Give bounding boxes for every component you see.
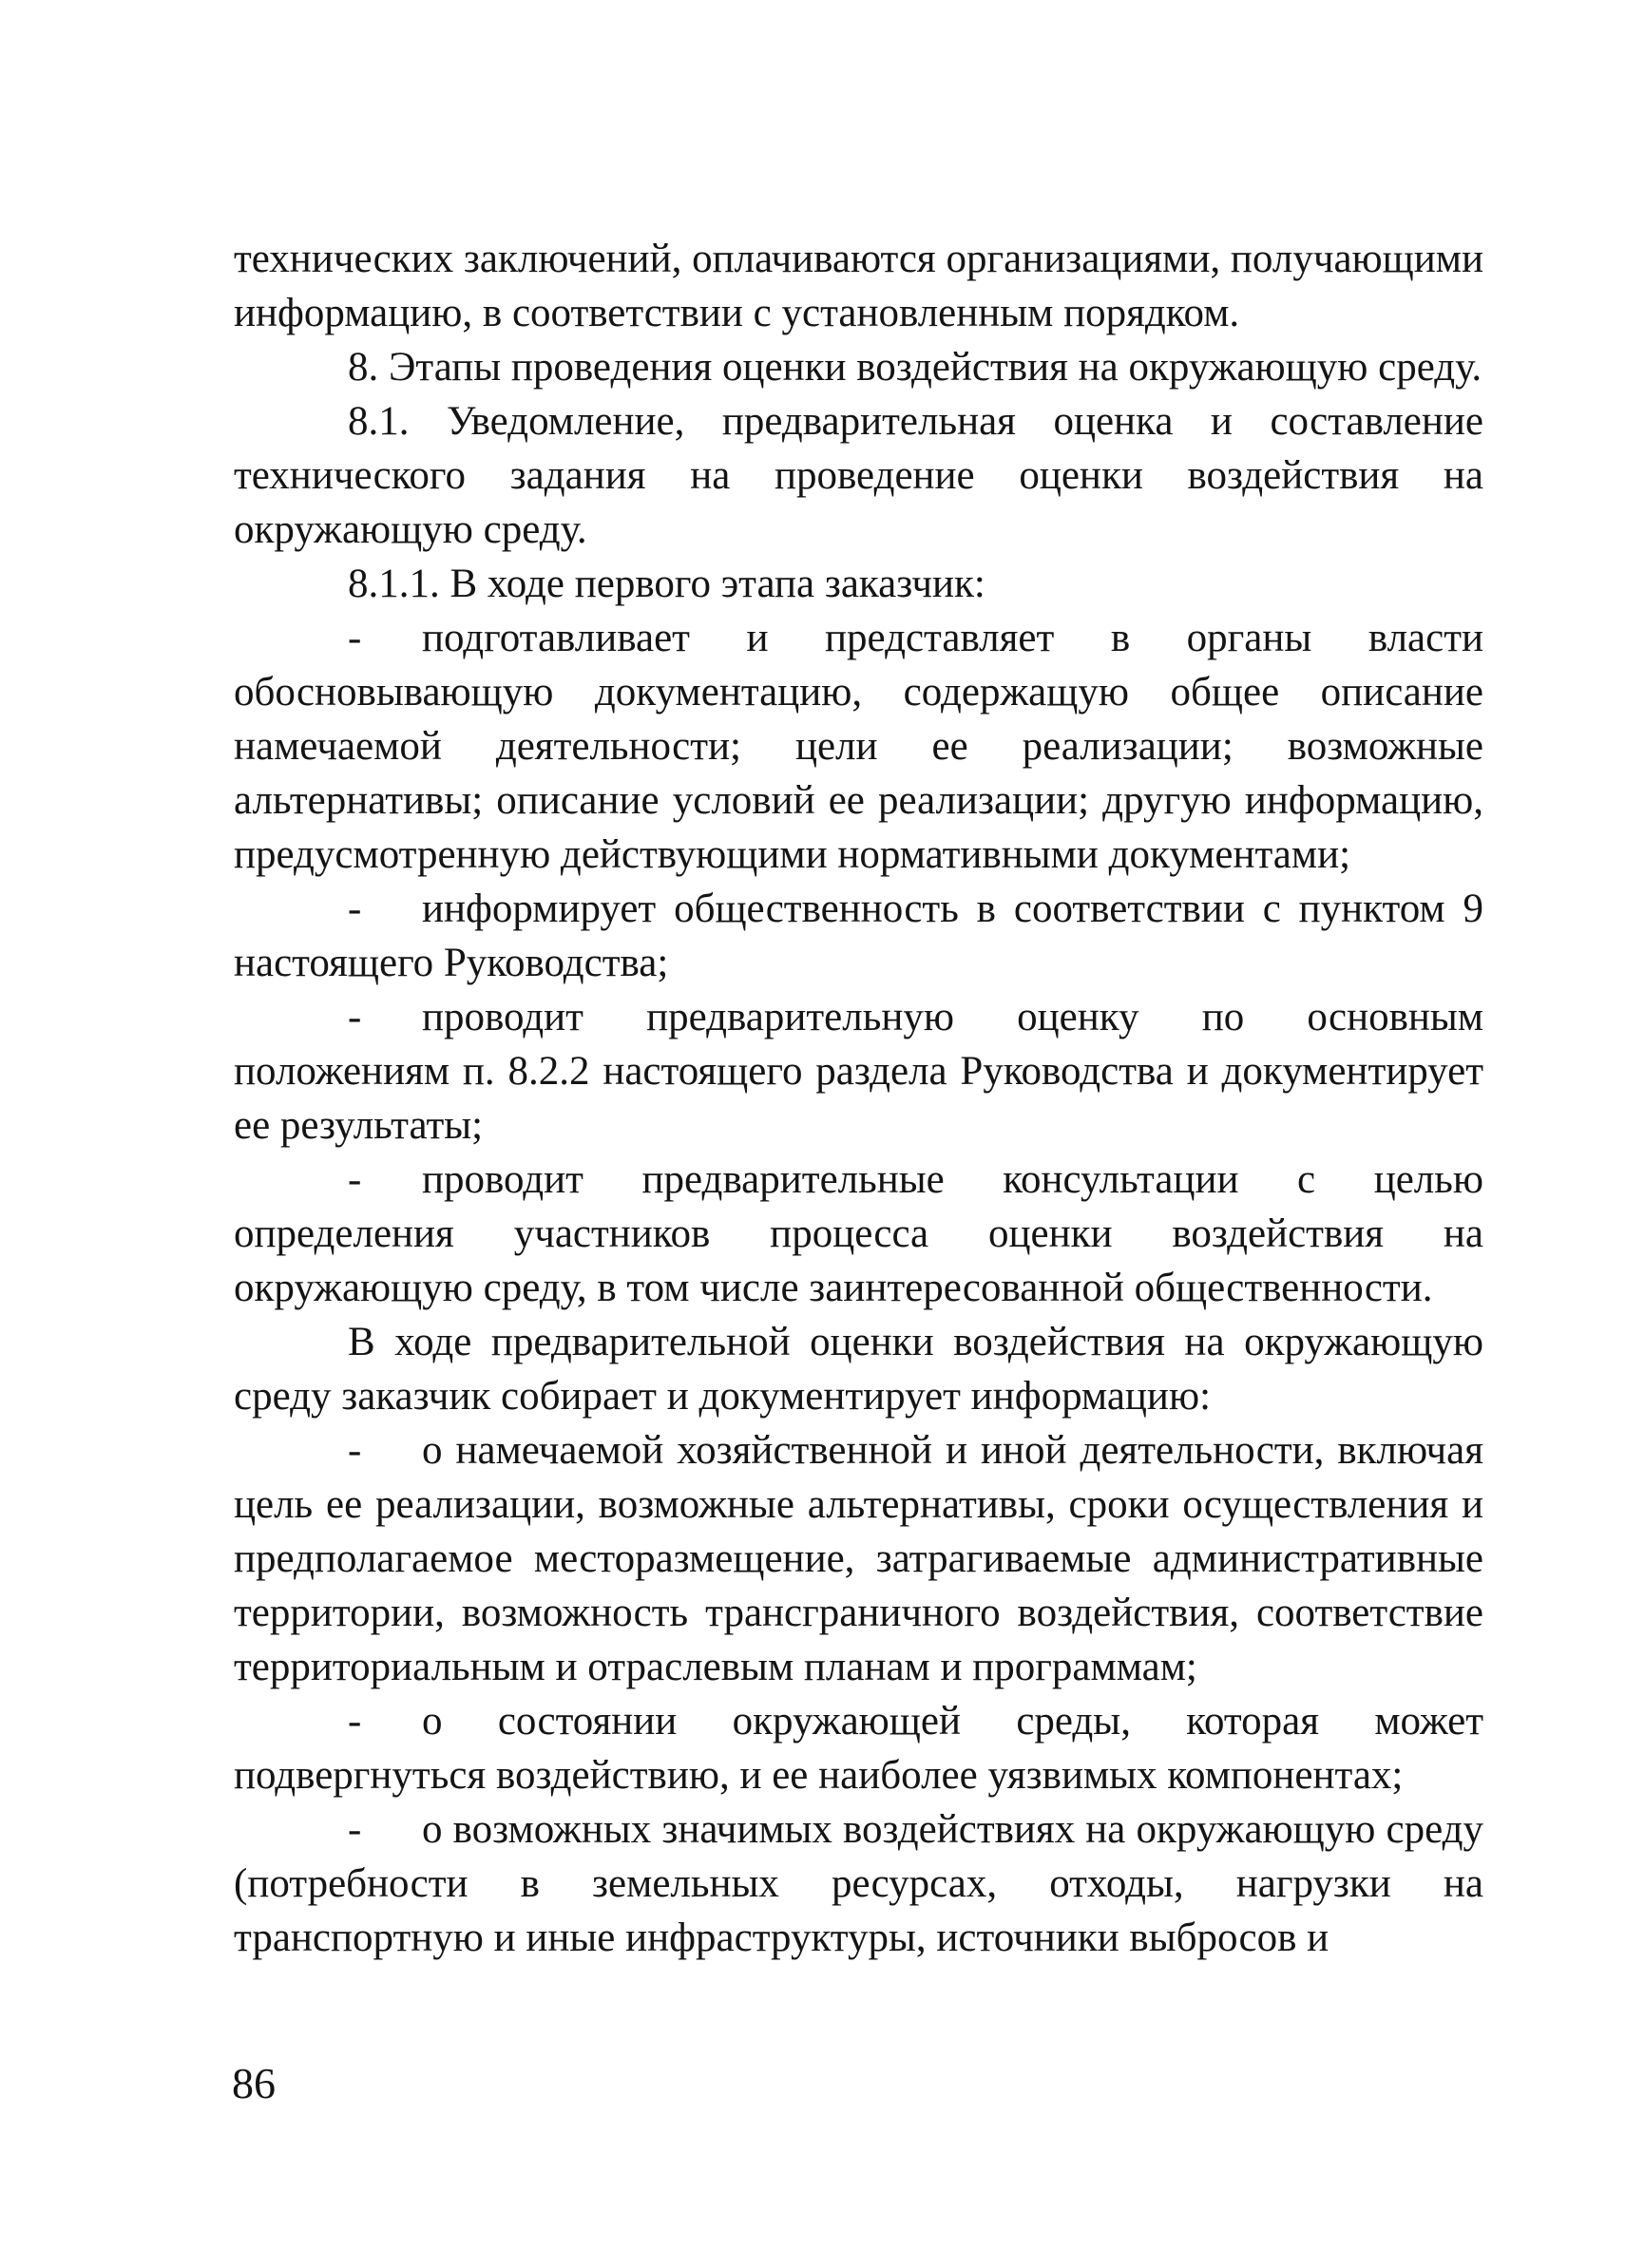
list-item [234,1802,1483,1965]
document-body [234,232,1483,1965]
bullet-dash: - [348,616,362,660]
bullet-dash: - [348,886,362,931]
list-item [234,1423,1483,1694]
bullet-dash: - [348,1428,362,1473]
list-item [234,1153,1483,1315]
list-item-text: о намечаемой хозяйственной и иной деятельности, включая цель ее реализации, возможные альтернативы, сроки осуществления и предполагаемое месторазмещение, затрагиваемые административные территории, возможность трансграничного воздействия, соответствие территориальным и отраслевым планам и программам; [234,1428,1483,1689]
page-number: 86 [232,2059,276,2107]
list-item-text: проводит предварительную оценку по основным положениям п. 8.2.2 настоящего раздела Руководства и документирует ее результаты; [234,995,1483,1148]
list-item [234,882,1483,990]
list-item [234,1694,1483,1802]
list-item-text: проводит предварительные консультации с целью определения участников процесса оценки воздействия на окружающую среду, в том числе заинтересованной общественности. [234,1157,1483,1310]
list-item-text: подготавливает и представляет в органы власти обосновывающую документацию, содержащую общее описание намечаемой деятельности; цели ее реализации; возможные альтернативы; описание условий ее реализации; другую информацию, предусмотренную действующими нормативными документами; [234,616,1483,877]
list-item [234,611,1483,882]
preliminary-assessment-intro: В ходе предварительной оценки воздействия на окружающую среду заказчик собирает и документирует информацию: [234,1320,1483,1419]
bullet-dash: - [348,1699,362,1744]
section-8-1-heading: 8.1. Уведомление, предварительная оценка и составление технического задания на проведение оценки воздействия на окружающую среду. [234,399,1483,552]
section-8-heading: 8. Этапы проведения оценки воздействия на окружающую среду. [348,345,1482,390]
list-item [234,990,1483,1153]
section-8-1-1-intro: 8.1.1. В ходе первого этапа заказчик: [348,562,985,606]
list-item-text: информирует общественность в соответствии с пунктом 9 настоящего Руководства; [234,886,1483,985]
bullet-dash: - [348,995,362,1039]
continuation-paragraph: технических заключений, оплачиваются организациями, получающими информацию, в соответствии с установленным порядком. [234,237,1483,335]
list-item-text: о состоянии окружающей среды, которая может подвергнуться воздействию, и ее наиболее уязвимых компонентах; [234,1699,1483,1798]
bullet-dash: - [348,1807,362,1852]
bullet-dash: - [348,1157,362,1202]
list-item-text: о возможных значимых воздействиях на окружающую среду (потребности в земельных ресурсах, отходы, нагрузки на транспортную и иные инфраструктуры, источники выбросов и [234,1807,1483,1960]
